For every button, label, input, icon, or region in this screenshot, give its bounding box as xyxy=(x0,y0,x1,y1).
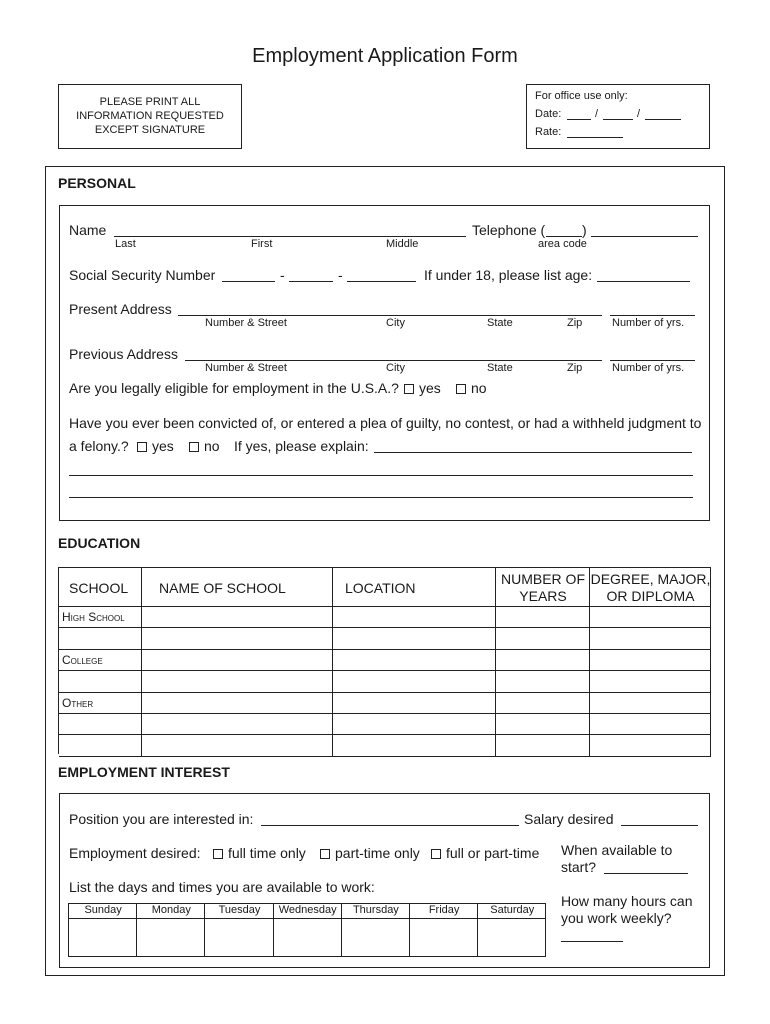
education-input-cell[interactable] xyxy=(333,650,496,671)
day-header xyxy=(137,904,205,919)
col-header-location: LOCATION xyxy=(345,580,416,596)
checkbox-icon[interactable] xyxy=(137,442,147,452)
education-input-cell[interactable] xyxy=(333,607,496,628)
full-time-option[interactable]: full time only xyxy=(213,845,306,861)
education-input-cell[interactable] xyxy=(142,628,333,649)
day-label: Monday xyxy=(151,904,191,916)
checkbox-icon[interactable] xyxy=(189,442,199,452)
print-notice: PLEASE PRINT ALL INFORMATION REQUESTED EXCEPT SIGNATURE xyxy=(58,84,242,149)
col-header-school: SCHOOL xyxy=(69,580,129,596)
start-date-field[interactable] xyxy=(604,873,688,874)
eligible-yes-option[interactable]: yes xyxy=(404,380,441,396)
education-input-cell[interactable] xyxy=(142,607,333,628)
education-input-cell[interactable] xyxy=(590,735,711,756)
school-type-cell xyxy=(59,607,142,628)
present-years-field[interactable] xyxy=(610,315,695,316)
area-code-field[interactable] xyxy=(546,236,582,237)
education-input-cell[interactable] xyxy=(333,671,496,692)
col-header-years: NUMBER OF YEARS xyxy=(501,571,585,604)
felony-no-option[interactable]: no xyxy=(189,438,220,454)
position-field[interactable] xyxy=(261,825,519,826)
education-input-cell[interactable] xyxy=(142,671,333,692)
education-input-cell[interactable] xyxy=(496,671,590,692)
explain-field-line2[interactable] xyxy=(69,475,693,476)
day-header xyxy=(410,904,478,919)
part-time-option[interactable]: part-time only xyxy=(320,845,420,861)
felony-yes-option[interactable]: yes xyxy=(137,438,174,454)
ssn-part2-field[interactable] xyxy=(289,281,333,282)
name-field[interactable] xyxy=(114,236,466,237)
school-type-cell xyxy=(59,693,142,714)
school-type-label: High School xyxy=(62,610,125,624)
school-type-label: College xyxy=(62,652,103,667)
education-table xyxy=(58,567,711,754)
education-input-cell[interactable] xyxy=(590,607,711,628)
salary-field[interactable] xyxy=(621,825,698,826)
day-label: Sunday xyxy=(84,904,122,916)
education-input-cell[interactable] xyxy=(496,714,590,735)
day-label: Saturday xyxy=(490,904,535,916)
education-input-cell[interactable] xyxy=(333,735,496,756)
col-header-name: NAME OF SCHOOL xyxy=(159,580,286,596)
education-input-cell[interactable] xyxy=(590,671,711,692)
education-input-cell[interactable] xyxy=(333,628,496,649)
education-input-cell[interactable] xyxy=(590,714,711,735)
day-header xyxy=(274,904,342,919)
checkbox-icon[interactable] xyxy=(213,849,223,859)
day-availability-cell[interactable] xyxy=(69,919,137,957)
date-day-field[interactable] xyxy=(603,119,633,120)
employment-heading: EMPLOYMENT INTEREST xyxy=(58,764,230,780)
day-label: Tuesday xyxy=(218,904,261,916)
weekly-hours-field[interactable] xyxy=(561,941,623,942)
school-type-cell xyxy=(59,650,142,671)
day-label: Thursday xyxy=(352,904,399,916)
school-type-cell xyxy=(59,714,142,735)
personal-heading: PERSONAL xyxy=(58,175,136,191)
education-input-cell[interactable] xyxy=(142,714,333,735)
education-input-cell[interactable] xyxy=(496,628,590,649)
education-input-cell[interactable] xyxy=(496,735,590,756)
present-address-field[interactable] xyxy=(178,315,602,316)
previous-years-field[interactable] xyxy=(610,360,695,361)
education-heading: EDUCATION xyxy=(58,535,141,551)
eligible-no-option[interactable]: no xyxy=(456,380,487,396)
education-input-cell[interactable] xyxy=(142,650,333,671)
day-availability-cell[interactable] xyxy=(137,919,205,957)
day-availability-cell[interactable] xyxy=(410,919,478,957)
explain-field-line1[interactable] xyxy=(374,452,692,453)
ssn-part3-field[interactable] xyxy=(347,281,416,282)
day-availability-cell[interactable] xyxy=(478,919,546,957)
education-input-cell[interactable] xyxy=(333,714,496,735)
day-header xyxy=(342,904,410,919)
day-availability-cell[interactable] xyxy=(342,919,410,957)
day-header xyxy=(69,904,137,919)
education-input-cell[interactable] xyxy=(496,650,590,671)
ssn-part1-field[interactable] xyxy=(222,281,275,282)
day-availability-cell[interactable] xyxy=(274,919,342,957)
day-header xyxy=(478,904,546,919)
day-availability-cell[interactable] xyxy=(205,919,273,957)
checkbox-icon[interactable] xyxy=(404,384,414,394)
date-year-field[interactable] xyxy=(645,119,681,120)
full-or-part-option[interactable]: full or part-time xyxy=(431,845,539,861)
previous-address-field[interactable] xyxy=(185,360,602,361)
rate-field[interactable] xyxy=(567,137,623,138)
education-input-cell[interactable] xyxy=(590,650,711,671)
checkbox-icon[interactable] xyxy=(456,384,466,394)
day-header xyxy=(205,904,273,919)
school-type-cell xyxy=(59,735,142,756)
education-input-cell[interactable] xyxy=(142,735,333,756)
education-input-cell[interactable] xyxy=(590,693,711,714)
day-label: Wednesday xyxy=(278,904,337,916)
availability-table xyxy=(68,903,546,957)
checkbox-icon[interactable] xyxy=(431,849,441,859)
school-type-cell xyxy=(59,671,142,692)
col-header-degree: DEGREE, MAJOR, OR DIPLOMA xyxy=(590,571,711,604)
education-input-cell[interactable] xyxy=(142,693,333,714)
office-use-box: For office use only: Date: / / Rate: xyxy=(526,84,710,149)
age-field[interactable] xyxy=(597,281,690,282)
education-input-cell[interactable] xyxy=(333,693,496,714)
education-input-cell[interactable] xyxy=(496,693,590,714)
checkbox-icon[interactable] xyxy=(320,849,330,859)
page-title: Employment Application Form xyxy=(252,45,518,67)
education-input-cell[interactable] xyxy=(496,607,590,628)
school-type-label: Other xyxy=(62,695,94,710)
telephone-field[interactable] xyxy=(591,236,698,237)
education-input-cell[interactable] xyxy=(590,628,711,649)
date-month-field[interactable] xyxy=(567,119,591,120)
explain-field-line3[interactable] xyxy=(69,497,693,498)
day-label: Friday xyxy=(428,904,460,916)
school-type-cell xyxy=(59,628,142,649)
